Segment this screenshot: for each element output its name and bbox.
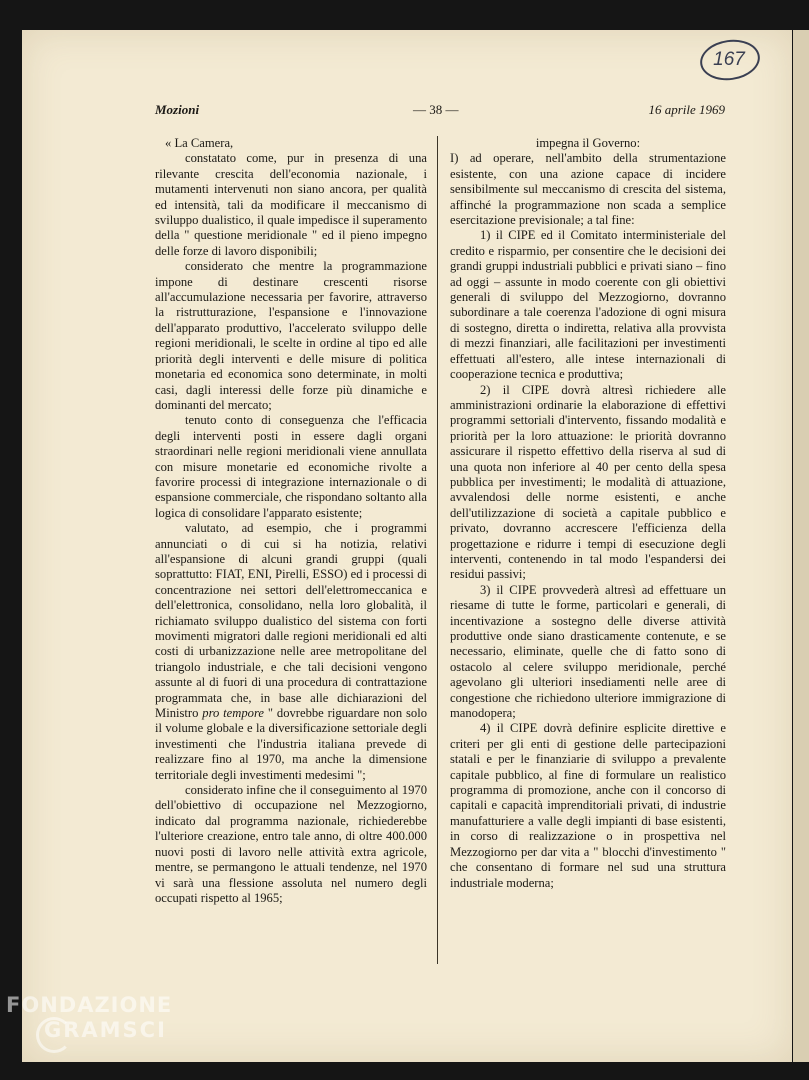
valutato-text: valutato, ad esempio, che i programmi annunciati o di cui si ha notizia, relativi all'espansione di alcuni grandi gruppi (quali soprattutto: FIAT, ENI, Pirelli, ESSO) ed i processi di concentrazione nei settori dell'elettromeccanica e dell'elettronica, consolidano, nella loro globalità, il richiamato sviluppo dualistico del sistema con forti movimenti migratori dalle regioni meridionali ed alti costi di urbanizzazione nelle aree metropolitane del triangolo industriale, e che tali decisioni vengono assunte al di fuori di una procedura di contrattazione programmata che, in base alle dichiarazioni del Ministro	[155, 521, 427, 721]
item-4: 4) il CIPE dovrà definire esplicite direttive e criteri per gli enti di gestione delle partecipazioni statali e per le finanziarie di sviluppo a prevalente capitale pubblico, al fine di formulare un realistico programma di promozione, anche con il concorso di capitali e capacità imprenditoriali privati, di industrie manufatturiere a valle degli impianti di base esistenti, in corso di realizzazione o in prospettiva nel Mezzogiorno per dar vita a " blocchi d'investimento " che consentano di formare nel sud una struttura industriale moderna;	[450, 721, 726, 890]
item-3: 3) il CIPE provvederà altresì ad effettuare un riesame di tutte le forme, particolari e generali, di incentivazione a sostegno delle diverse attività produttive onde siano drasticamente contenute, e se necessario, eliminate, quelle che di fatto sono di ostacolo al celere sviluppo meridionale, perché agevolano gli ulteriori insediamenti nelle aree di congestione che richiedono ulteriore immigrazione di manodopera;	[450, 582, 726, 721]
folio-number: 167	[713, 49, 745, 70]
paragraph-constatato: constatato come, pur in presenza di una rilevante crescita dell'economia nazionale, i mutamenti intervenuti non siano ancora, per qualità ed intensità, tali da modificare il meccanismo di sviluppo dualistico, il quale impedisce il superamento della " questione meridionale " ed il pieno impegno delle forze di lavoro disponibili;	[155, 151, 427, 258]
header-section-title: Mozioni	[155, 102, 200, 117]
paragraph-considerato: considerato che mentre la programmazione impone di destinare crescenti risorse all'accumulazione necessaria per favorire, attraverso la ristrutturazione, l'espansione e l'innovazione dell'apparato produttivo, l'accelerato sviluppo delle regioni meridionali, le scelte in ordine al tipo ed alle priorità degli interventi e delle misure di politica monetaria ed economica sono determinate, in molti casi, dagli interessi delle forze più dinamiche e dominanti del mercato;	[155, 259, 427, 412]
fondazione-gramsci-watermark	[6, 993, 206, 1063]
item-2: 2) il CIPE dovrà altresì richiedere alle amministrazioni ordinarie la elaborazione di effettivi programmi settoriali d'intervento, fissando modalità e priorità per la loro attuazione: le priorità dovranno assicurare il rispetto effettivo della riserva al sud di una quota non inferiore al 40 per cento della spesa pubblica per investimenti; le modalità di attuazione, avvalendosi delle norme esistenti, e anche dell'utilizzazione di società a capitale pubblico e privato, dovranno accrescere l'efficienza della progettazione e ridurre i tempi di esecuzione degli interventi, contenendo in tal modo l'espandersi dei residui passivi;	[450, 382, 726, 582]
right-column	[450, 136, 726, 891]
watermark-line-2: GRAMSCI	[44, 1018, 167, 1042]
left-column	[155, 136, 427, 906]
next-page-edge	[793, 30, 809, 1062]
paragraph-considerato-infine: considerato infine che il conseguimento al 1970 dell'obiettivo di occupazione nel Mezzogiorno, indicato dal programma nazionale, richiederebbe l'ulteriore creazione, entro tale anno, di oltre 400.000 nuovi posti di lavoro nelle attività extra agricole, mentre, se permangono le attuali tendenze, nel 1970 vi sarà una flessione assoluta nel numero degli occupati rispetto al 1965;	[155, 783, 427, 905]
running-header	[155, 102, 725, 124]
valutato-italic: pro tempore	[202, 706, 264, 721]
item-1: 1) il CIPE ed il Comitato interministeriale del credito e risparmio, per consentire che le decisioni dei grandi gruppi industriali pubblici e privati siano – fino ad oggi – assunte in modo coerente con gli obiettivi generali di sviluppo del Mezzogiorno, dovranno subordinare a tale coerenza l'adozione di ogni misura di sostegno, diretta o indiretta, relativa alla provvista di mezzi finanziari, alle facilitazioni per investimenti effettuati all'estero, alle intese internazionali di cooperazione tecnica e produttiva;	[450, 228, 726, 382]
impegna-heading: impegna il Governo:	[535, 136, 641, 150]
motion-opening: « La Camera,	[165, 136, 234, 150]
header-page-number: — 38 —	[413, 102, 459, 117]
column-divider	[437, 136, 438, 964]
folio-stamp	[700, 40, 758, 80]
paragraph-valutato	[155, 521, 427, 783]
watermark-line-1: FONDAZIONE	[6, 993, 173, 1017]
paragraph-tenuto-conto: tenuto conto di conseguenza che l'efficacia degli interventi posti in essere dagli organi straordinari nelle regioni meridionali viene annullata con misure monetarie ed economiche rivolte a favorire processi di integrazione internazionale o di espansione commerciale, che rispondano soltanto alla logica di consolidare l'apparato esistente;	[155, 413, 427, 520]
point-one-intro: I) ad operare, nell'ambito della strumentazione esistente, con una azione capace di incidere sensibilmente sul meccanismo di crescita del sistema, affinché la programmazione non scada a semplice esercitazione previsionale; a tal fine:	[450, 151, 726, 228]
valutato-text-end: " dovrebbe riguardare non solo il volume globale e la diversificazione settoriale degli investimenti che l'industria italiana prevede di realizzare fino al 1970, ma anche la dimensione territoriale degli investimenti medesimi ";	[155, 706, 428, 782]
header-date: 16 aprile 1969	[648, 102, 725, 117]
